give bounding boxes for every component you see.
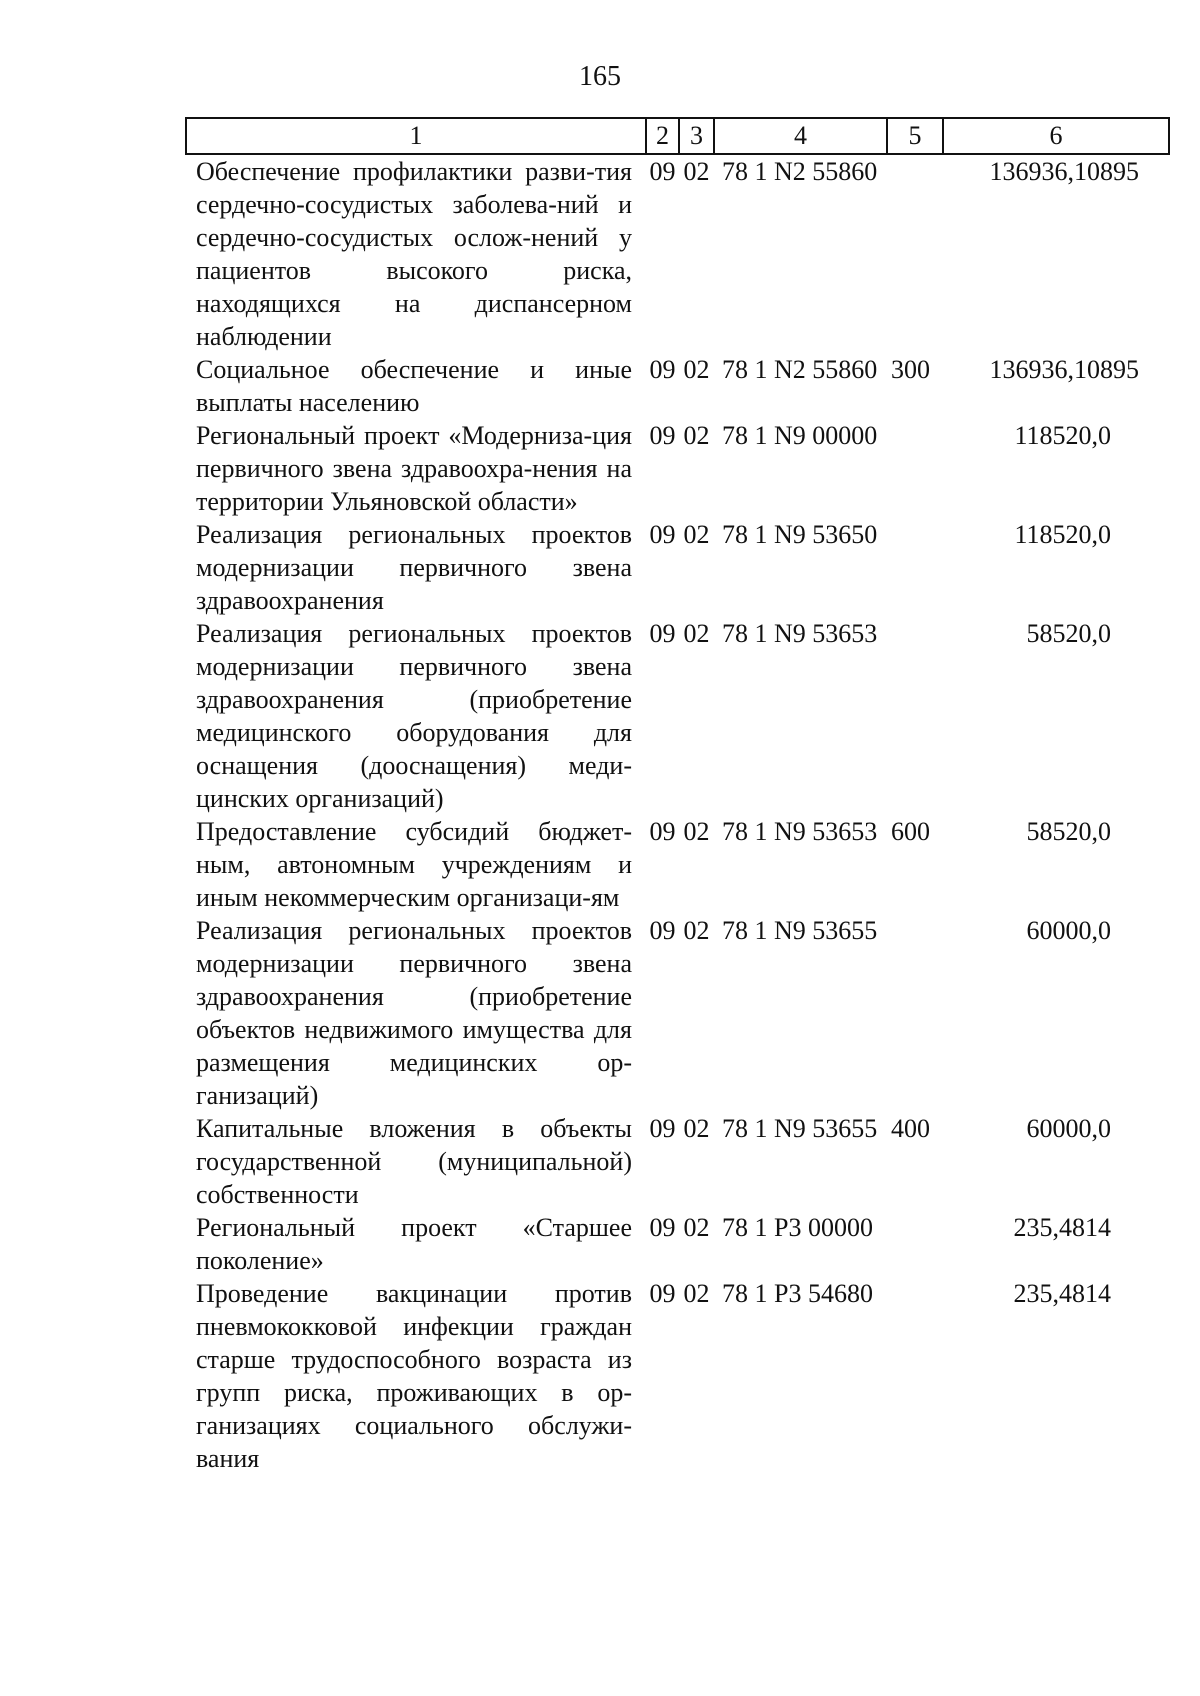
row-expense-type: 600 [891,817,930,846]
table-row [186,914,1169,1112]
table-body [186,154,1169,1475]
row-subsection: 02 [683,817,710,846]
header-col-4: 4 [714,118,887,154]
page-number: 165 [579,61,621,92]
row-expense-type [887,518,943,617]
header-col-3: 3 [679,118,714,154]
row-target-article: 78 1 N2 55860 [722,355,878,384]
table-row [186,815,1169,914]
row-subsection: 02 [683,520,710,549]
row-section: 09 [649,355,676,384]
row-name: Региональный проект «Модерниза-ция первичного звена здравоохра-нения на территории Ульяновской области» [196,421,632,516]
row-expense-type [887,914,943,1112]
table-row [186,419,1169,518]
row-amount: 60000,0 [1026,1114,1111,1143]
row-expense-type [887,1211,943,1277]
row-amount: 60000,0 [1026,916,1111,945]
row-section: 09 [649,916,676,945]
row-expense-type [887,1277,943,1475]
row-expense-type: 400 [891,1114,930,1143]
row-name: Социальное обеспечение и иные выплаты населению [196,355,632,417]
row-target-article: 78 1 N9 53650 [722,520,878,549]
row-expense-type [887,154,943,353]
header-col-2: 2 [646,118,679,154]
table-header [186,118,1169,154]
row-section: 09 [649,1114,676,1143]
row-section: 09 [649,1279,676,1308]
row-subsection: 02 [683,355,710,384]
row-amount: 235,4814 [1013,1213,1111,1242]
table-row [186,518,1169,617]
row-amount: 118520,0 [1014,421,1111,450]
row-subsection: 02 [683,1213,710,1242]
row-amount: 136936,10895 [989,355,1139,384]
row-name: Реализация региональных проектов модернизации первичного звена здравоохранения [196,520,632,615]
row-subsection: 02 [683,157,710,186]
row-name: Проведение вакцинации против пневмококковой инфекции граждан старше трудоспособного возраста из групп риска, проживающих в ор-ганизациях социального обслужи-вания [196,1279,632,1473]
table-row [186,617,1169,815]
row-name: Реализация региональных проектов модернизации первичного звена здравоохранения (приобретение объектов недвижимого имущества для размещения медицинских ор-ганизаций) [196,916,632,1110]
row-target-article: 78 1 P3 54680 [722,1279,873,1308]
row-section: 09 [649,157,676,186]
row-name: Предоставление субсидий бюджет-ным, автономным учреждениям и иным некоммерческим организаци-ям [196,817,632,912]
header-col-5: 5 [887,118,943,154]
row-amount: 58520,0 [1026,817,1111,846]
row-subsection: 02 [683,421,710,450]
row-section: 09 [649,619,676,648]
row-subsection: 02 [683,619,710,648]
row-target-article: 78 1 N2 55860 [722,157,878,186]
row-section: 09 [649,520,676,549]
row-target-article: 78 1 P3 00000 [722,1213,873,1242]
row-expense-type [887,419,943,518]
row-amount: 235,4814 [1013,1279,1111,1308]
row-section: 09 [649,421,676,450]
row-amount: 58520,0 [1026,619,1111,648]
header-col-1: 1 [186,118,646,154]
row-section: 09 [649,817,676,846]
header-col-6: 6 [943,118,1169,154]
row-target-article: 78 1 N9 53655 [722,916,878,945]
budget-table [185,117,1170,1475]
row-name: Региональный проект «Старшее поколение» [196,1213,632,1275]
row-expense-type [887,617,943,815]
row-target-article: 78 1 N9 53653 [722,817,878,846]
row-target-article: 78 1 N9 00000 [722,421,878,450]
row-section: 09 [649,1213,676,1242]
table-row [186,1112,1169,1211]
table-row [186,154,1169,353]
row-expense-type: 300 [891,355,930,384]
row-name: Реализация региональных проектов модернизации первичного звена здравоохранения (приобретение медицинского оборудования для оснащения (дооснащения) меди-цинских организаций) [196,619,632,813]
row-name: Капитальные вложения в объекты государственной (муниципальной) собственности [196,1114,632,1209]
row-amount: 118520,0 [1014,520,1111,549]
row-subsection: 02 [683,1279,710,1308]
table-row [186,1277,1169,1475]
row-amount: 136936,10895 [989,157,1139,186]
row-target-article: 78 1 N9 53655 [722,1114,878,1143]
row-subsection: 02 [683,916,710,945]
row-name: Обеспечение профилактики разви-тия сердечно-сосудистых заболева-ний и сердечно-сосудистых ослож-нений у пациентов высокого риска, находящихся на диспансерном наблюдении [196,157,632,351]
row-subsection: 02 [683,1114,710,1143]
table-row [186,353,1169,419]
row-target-article: 78 1 N9 53653 [722,619,878,648]
table-row [186,1211,1169,1277]
